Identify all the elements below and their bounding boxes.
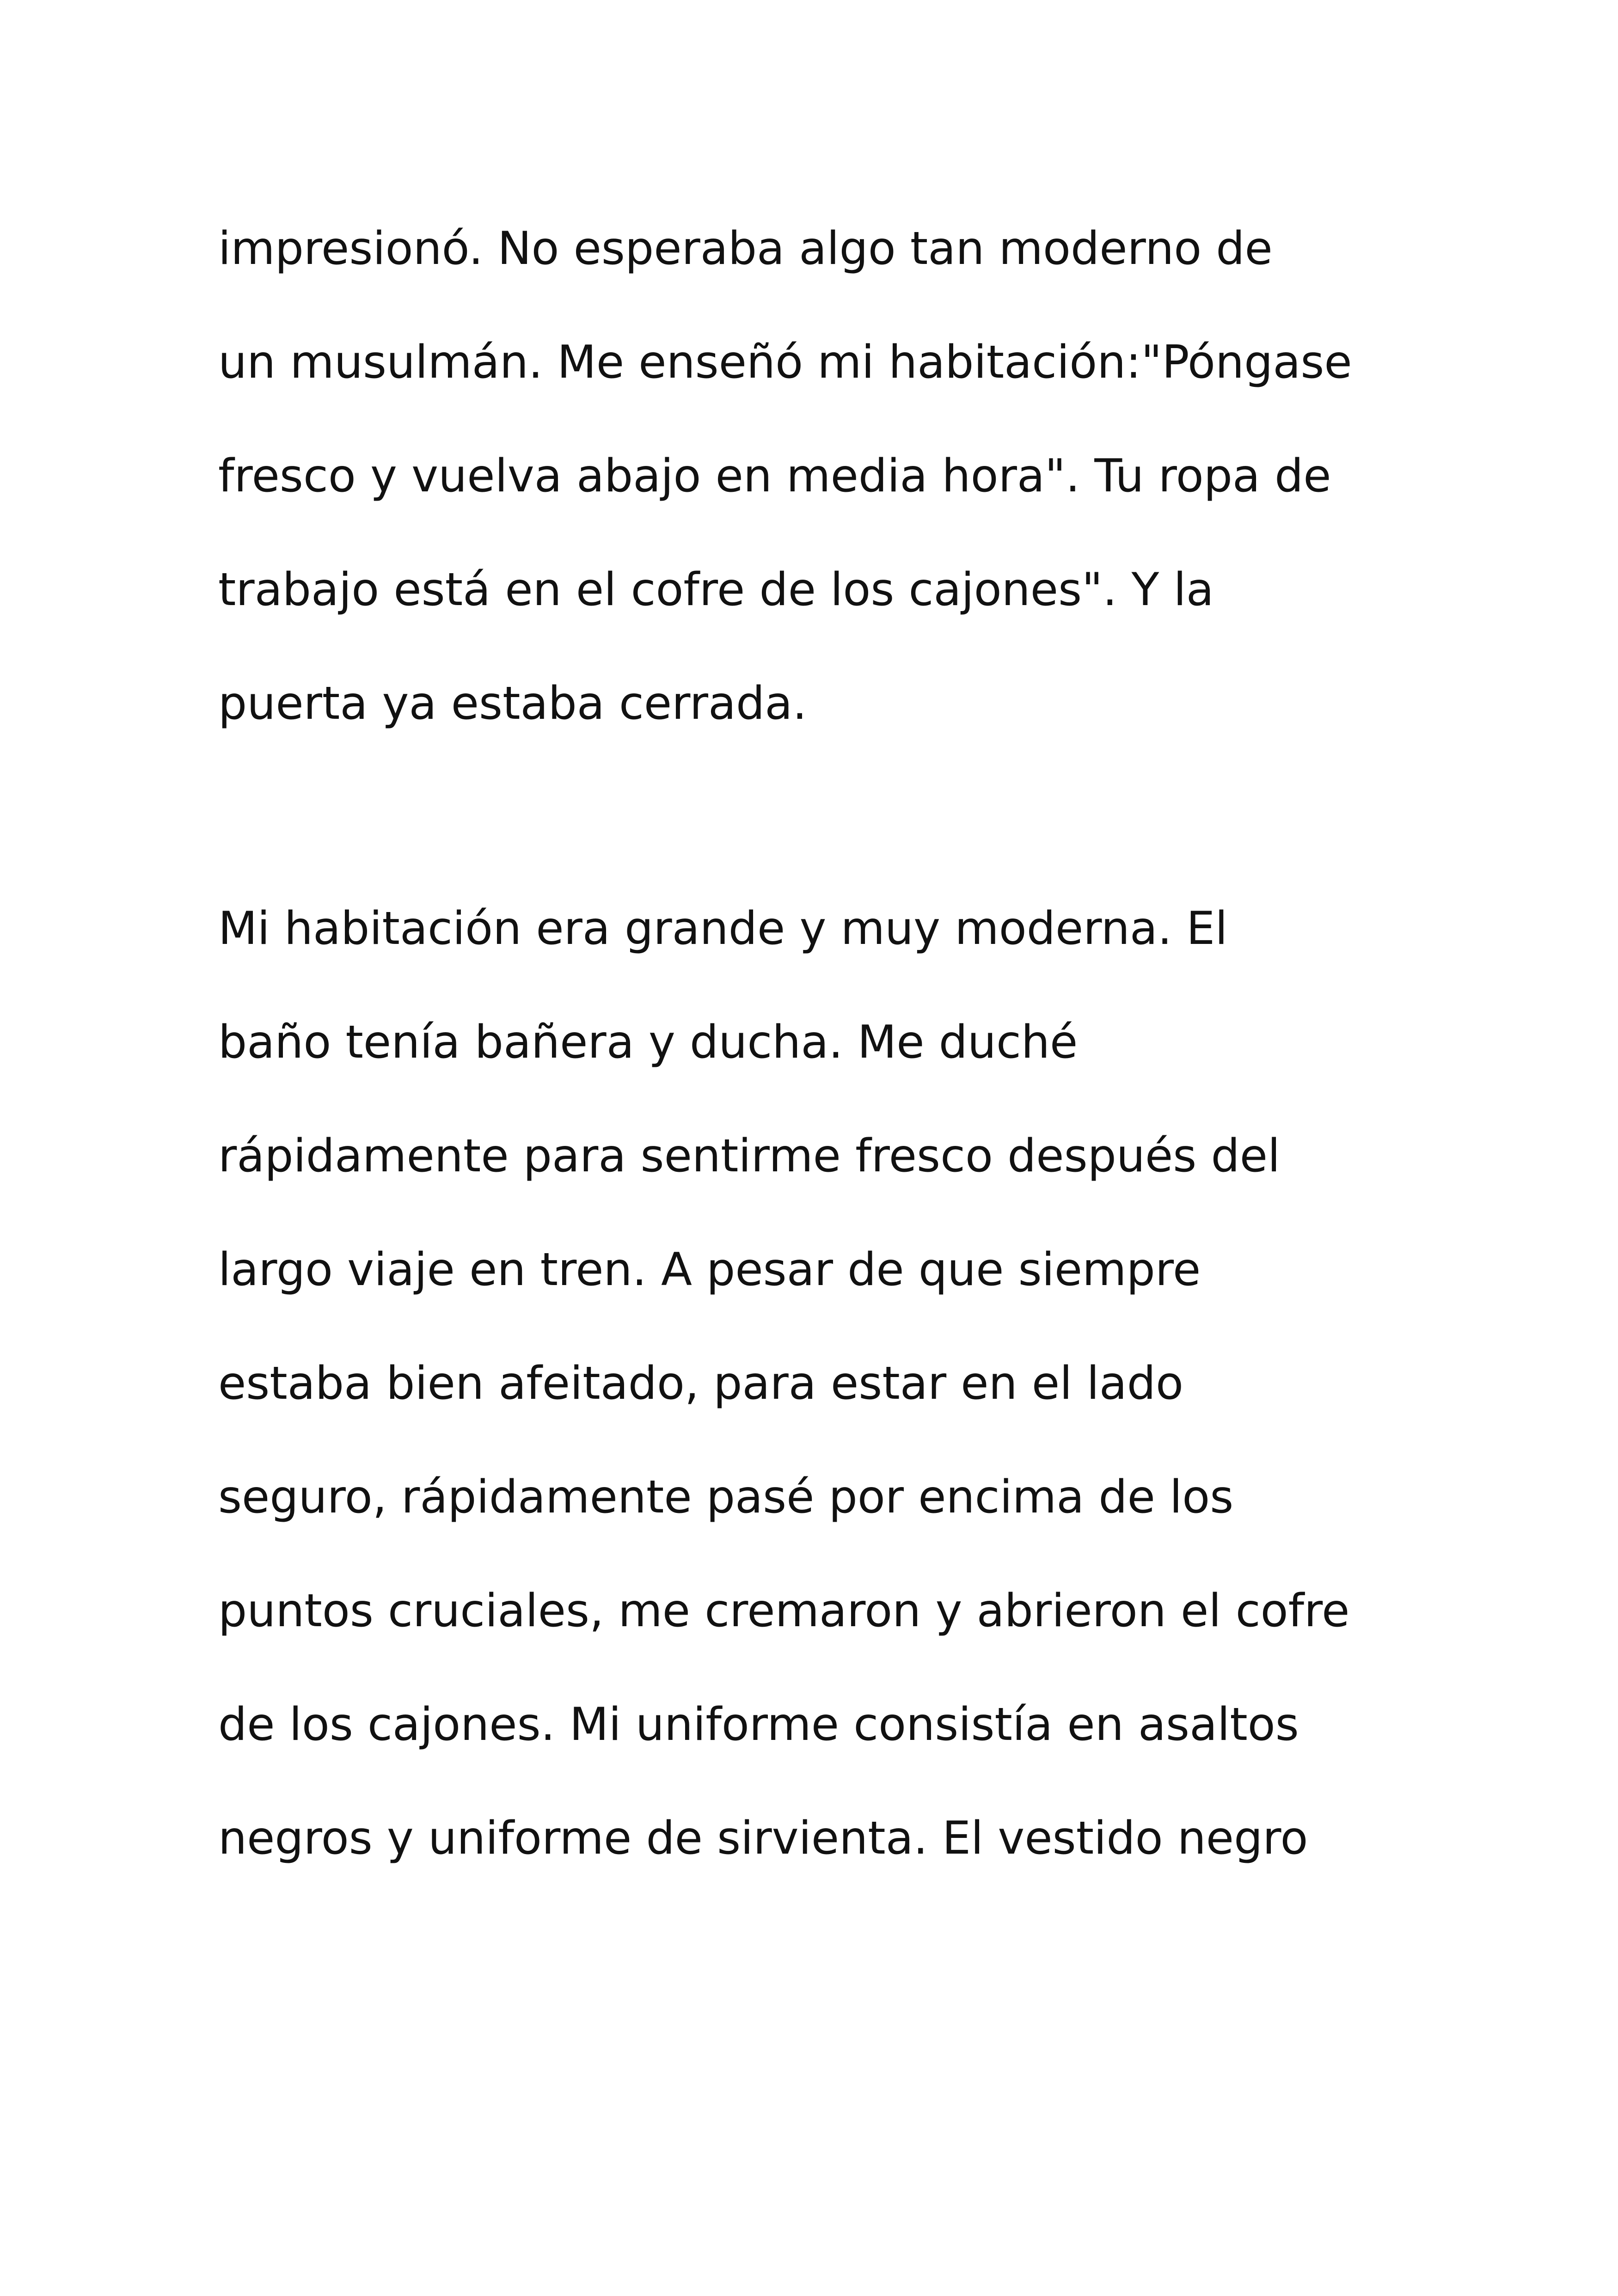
paragraph-line: impresionó. No esperaba algo tan moderno de	[218, 222, 1273, 275]
paragraph-line: un musulmán. Me enseñó mi habitación:"Póngase	[218, 336, 1352, 389]
paragraph-line: puntos cruciales, me cremaron y abrieron el cofre	[218, 1585, 1350, 1637]
paragraph-line: fresco y vuelva abajo en media hora". Tu ropa de	[218, 450, 1331, 502]
paragraph-line: puerta ya estaba cerrada.	[218, 677, 807, 730]
paragraph-line: trabajo está en el cofre de los cajones". Y la	[218, 563, 1214, 616]
paragraph-line: baño tenía bañera y ducha. Me duché	[218, 1016, 1078, 1069]
paragraph-line: de los cajones. Mi uniforme consistía en asaltos	[218, 1698, 1299, 1751]
paragraph-line: Mi habitación era grande y muy moderna. El	[218, 902, 1228, 955]
paragraph-line: negros y uniforme de sirvienta. El vestido negro	[218, 1812, 1308, 1865]
paragraph-line: largo viaje en tren. A pesar de que siempre	[218, 1243, 1201, 1296]
paragraph-line: rápidamente para sentirme fresco después del	[218, 1130, 1281, 1182]
paragraph-line: estaba bien afeitado, para estar en el lado	[218, 1357, 1183, 1410]
paragraph-line: seguro, rápidamente pasé por encima de los	[218, 1471, 1234, 1524]
